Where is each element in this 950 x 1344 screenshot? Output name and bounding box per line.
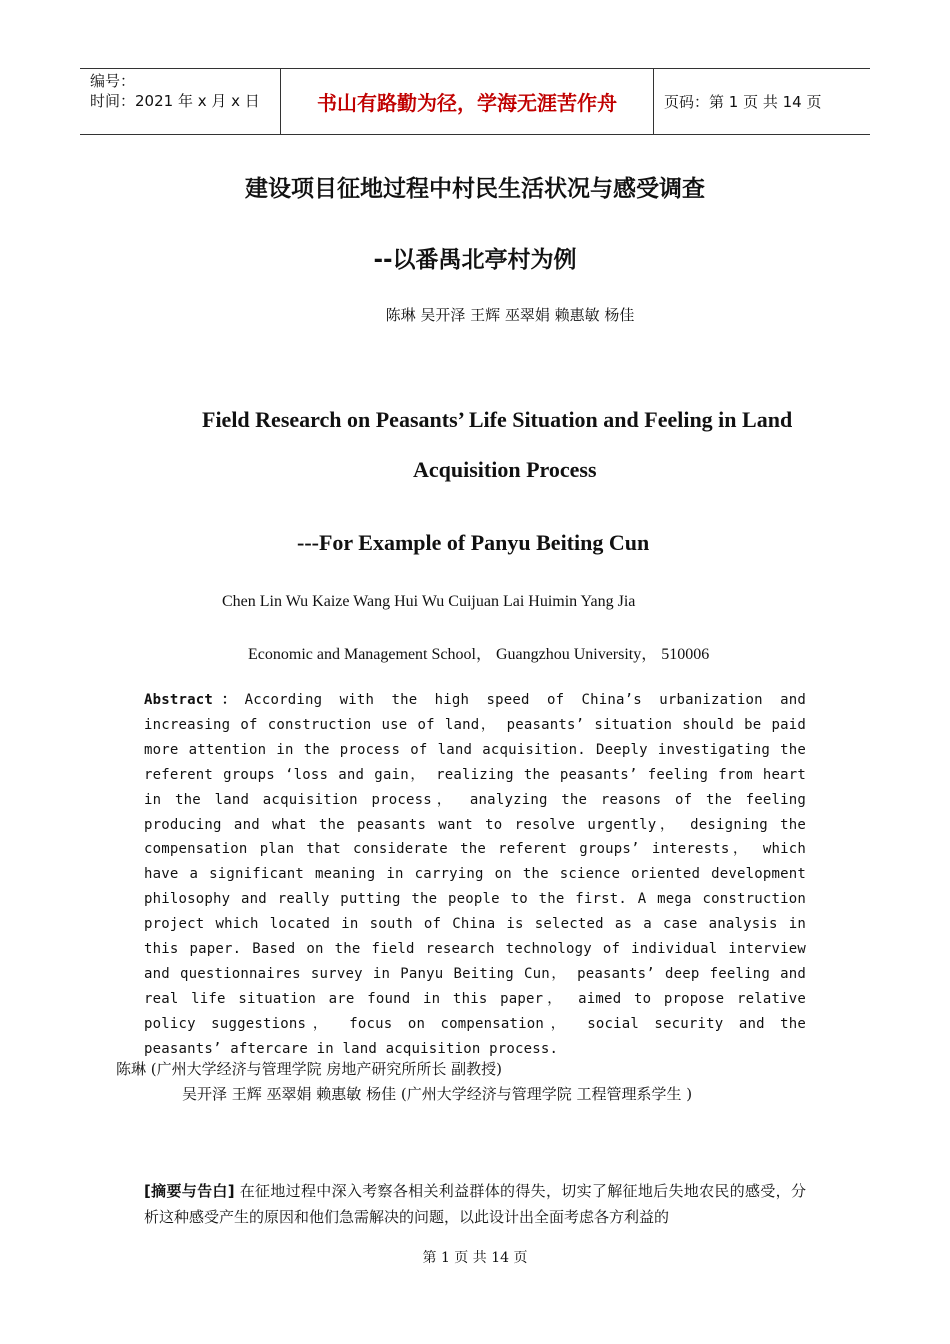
affiliation-en: Economic and Management School， Guangzhou University， 510006 — [248, 646, 710, 663]
authors-cn: 陈琳 吴开泽 王辉 巫翠娟 赖惠敏 杨佳 — [385, 306, 635, 324]
header-motto-cell — [280, 69, 654, 134]
author-note-2: 吴开泽 王辉 巫翠娟 赖惠敏 杨佳 (广州大学经济与管理学院 工程管理系学生 ) — [182, 1085, 693, 1103]
authors-en: Chen Lin Wu Kaize Wang Hui Wu Cuijuan Lai Huimin Yang Jia — [222, 593, 636, 610]
time-label: 时间：2021 年 x 月 x 日 — [90, 92, 260, 110]
number-label: 编号： — [90, 72, 136, 90]
motto-text: 书山有路勤为径，学海无涯苦作舟 — [317, 91, 617, 115]
title-cn: 建设项目征地过程中村民生活状况与感受调查 — [245, 176, 705, 202]
header-left-cell — [80, 69, 280, 134]
header-table — [80, 68, 870, 135]
abstract-block — [144, 688, 806, 1062]
summary-block — [144, 1178, 806, 1230]
page-info: 页码：第 1 页 共 14 页 — [664, 93, 822, 111]
subtitle-cn: --以番禺北亭村为例 — [373, 247, 577, 273]
abstract-label: Abstract： — [144, 692, 245, 708]
abstract-text: According with the high speed of China’s urbanization and increasing of construction use of land， peasants’ situation should be paid more attention in the process of land acquisition. Deeply investigating the referent groups ‘loss and gain， realizing the peasants’ feeling from heart in the land acquisition process， analyzing the reasons of the feeling producing and what the peasants want to resolve urgently， designing the compensation plan that considerate the referent groups’ interests， which have a significant meaning in carrying on the science oriented development philosophy and really putting the people to the first. A mega construction project which located in south of China is selected as a case analysis in this paper. Based on the field research technology of individual interview and questionnaires survey in Panyu Beiting Cun， peasants’ deep feeling and real life situation are found in this paper， aimed to propose relative policy suggestions， focus on compensation， social security and the peasants’ aftercare in land acquisition process. — [144, 692, 806, 1057]
author-note-1: 陈琳 (广州大学经济与管理学院 房地产研究所所长 副教授) — [116, 1060, 503, 1078]
page-footer: 第 1 页 共 14 页 — [422, 1250, 528, 1266]
header-page-cell — [654, 69, 870, 134]
subtitle-en: ---For Example of Panyu Beiting Cun — [297, 530, 650, 555]
summary-text: 在征地过程中深入考察各相关利益群体的得失，切实了解征地后失地农民的感受，分析这种感受产生的原因和他们急需解决的问题，以此设计出全面考虑各方利益的 — [144, 1182, 806, 1226]
summary-label: [摘要与告白] — [144, 1182, 235, 1200]
title-en-line2: Acquisition Process — [413, 457, 597, 482]
title-en-line1: Field Research on Peasants’ Life Situation and Feeling in Land — [202, 407, 793, 432]
